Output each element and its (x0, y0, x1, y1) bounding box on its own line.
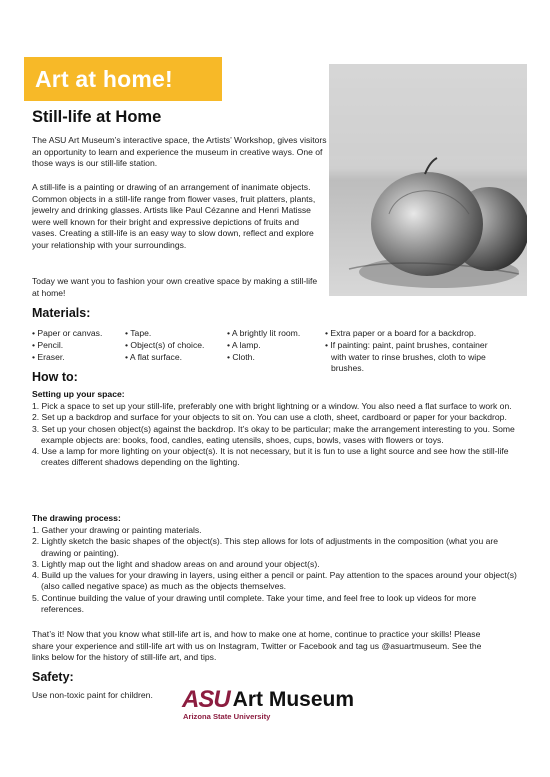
drawing-step: 2. Lightly sketch the basic shapes of the object(s). This step allows for lots of adjustments in the composition (what you are drawing or painting). (32, 536, 499, 558)
asu-logo-mark: ASU (182, 686, 230, 713)
still-life-drawing-photo (329, 64, 527, 296)
material-item: • A flat surface. (125, 351, 182, 362)
materials-column-2 (125, 328, 204, 363)
page-banner (24, 57, 222, 101)
drawing-step: 5. Continue building the value of your drawing until complete. Take your time, and feel free to look up videos for more references. (32, 592, 477, 615)
drawing-step: 4. Build up the values for your drawing in layers, using either a pencil or paint. Pay attention to the spaces around your object(s) (also called negative space) as much as the objects themselves. (32, 570, 517, 592)
material-item: • If painting: paint, paint brushes, container with water to rinse brushes, cloth to wipe brushes. (325, 339, 488, 374)
drawing-step: 3. Lightly map out the light and shadow areas on and around your object(s). (32, 558, 320, 569)
material-item: • Eraser. (32, 351, 65, 362)
material-item: • Cloth. (227, 351, 255, 362)
intro-paragraph-1: The ASU Art Museum’s interactive space, the Artists’ Workshop, gives visitors an opportunity to learn and experience the museum in creative ways. One of those ways is our still-life station. (32, 135, 327, 169)
setup-steps-list (32, 401, 518, 469)
drawing-subheading: The drawing process: (32, 513, 121, 523)
material-item: • Object(s) of choice. (125, 339, 205, 350)
intro-paragraph-3: Today we want you to fashion your own creative space by making a still-life at home! (32, 276, 318, 298)
intro-paragraph-2: A still-life is a painting or drawing of an arrangement of inanimate objects. Common objects in a still-life range from flower vases, fruit platters, plants, jewelry and drinking glasses. Artists like Paul Cézanne and Henri Matisse were well known for their bright and expressive depictions of fruits and vases. Creating a still-life is an easy way to slow down, reflect and explore your relationship with your surroundings. (32, 182, 316, 250)
materials-column-1 (32, 328, 102, 363)
materials-column-4 (325, 328, 505, 375)
setup-step: 3. Set up your chosen object(s) against the backdrop. It’s okay to be particular; make the arrangement interesting to you. Some example objects are: books, food, candles, eating utensils, shoes, cups, bowls, vases with flowers or toys. (32, 423, 515, 445)
banner-label: Art at home! (35, 66, 173, 92)
material-item: • Tape. (125, 328, 152, 338)
closing-paragraph: That’s it! Now that you know what still-life art is, and how to make one at home, continue to practice your skills! Please share your experience and still-life art with us on Instagram, Twitter or Facebook and tag us @asuartmuseum. See the links below for the history of still-life art, and tips. (32, 629, 482, 663)
pencil-drawing-image (329, 64, 527, 296)
material-item: • Paper or canvas. (32, 328, 103, 338)
material-item: • Pencil. (32, 339, 64, 350)
setup-step: 1. Pick a space to set up your still-life, preferably one with bright lightning or a window. You also need a flat surface to work on. (32, 401, 512, 411)
drawing-steps-list (32, 525, 518, 615)
material-item: • A lamp. (227, 339, 261, 350)
setup-subheading: Setting up your space: (32, 389, 125, 399)
materials-heading: Materials: (32, 306, 91, 320)
logo-university-name: Arizona State University (183, 712, 271, 721)
safety-heading: Safety: (32, 670, 74, 684)
setup-step: 4. Use a lamp for more lighting on your object(s). It is not necessary, but it is fun to use a light source and see how the still-life creates different shadows depending on the lighting. (32, 446, 509, 468)
material-item: • A brightly lit room. (227, 328, 301, 338)
materials-column-3 (227, 328, 300, 363)
safety-text: Use non-toxic paint for children. (32, 690, 153, 700)
page-title: Still-life at Home (32, 108, 162, 126)
howto-heading: How to: (32, 370, 78, 384)
asu-art-museum-logo (182, 686, 355, 721)
drawing-step: 1. Gather your drawing or painting materials. (32, 525, 202, 535)
material-item: • Extra paper or a board for a backdrop. (325, 328, 477, 338)
setup-step: 2. Set up a backdrop and surface for your objects to sit on. You can use a cloth, sheet, cardboard or paper for your backdrop. (32, 412, 507, 423)
logo-museum-name: Art Museum (232, 688, 355, 711)
